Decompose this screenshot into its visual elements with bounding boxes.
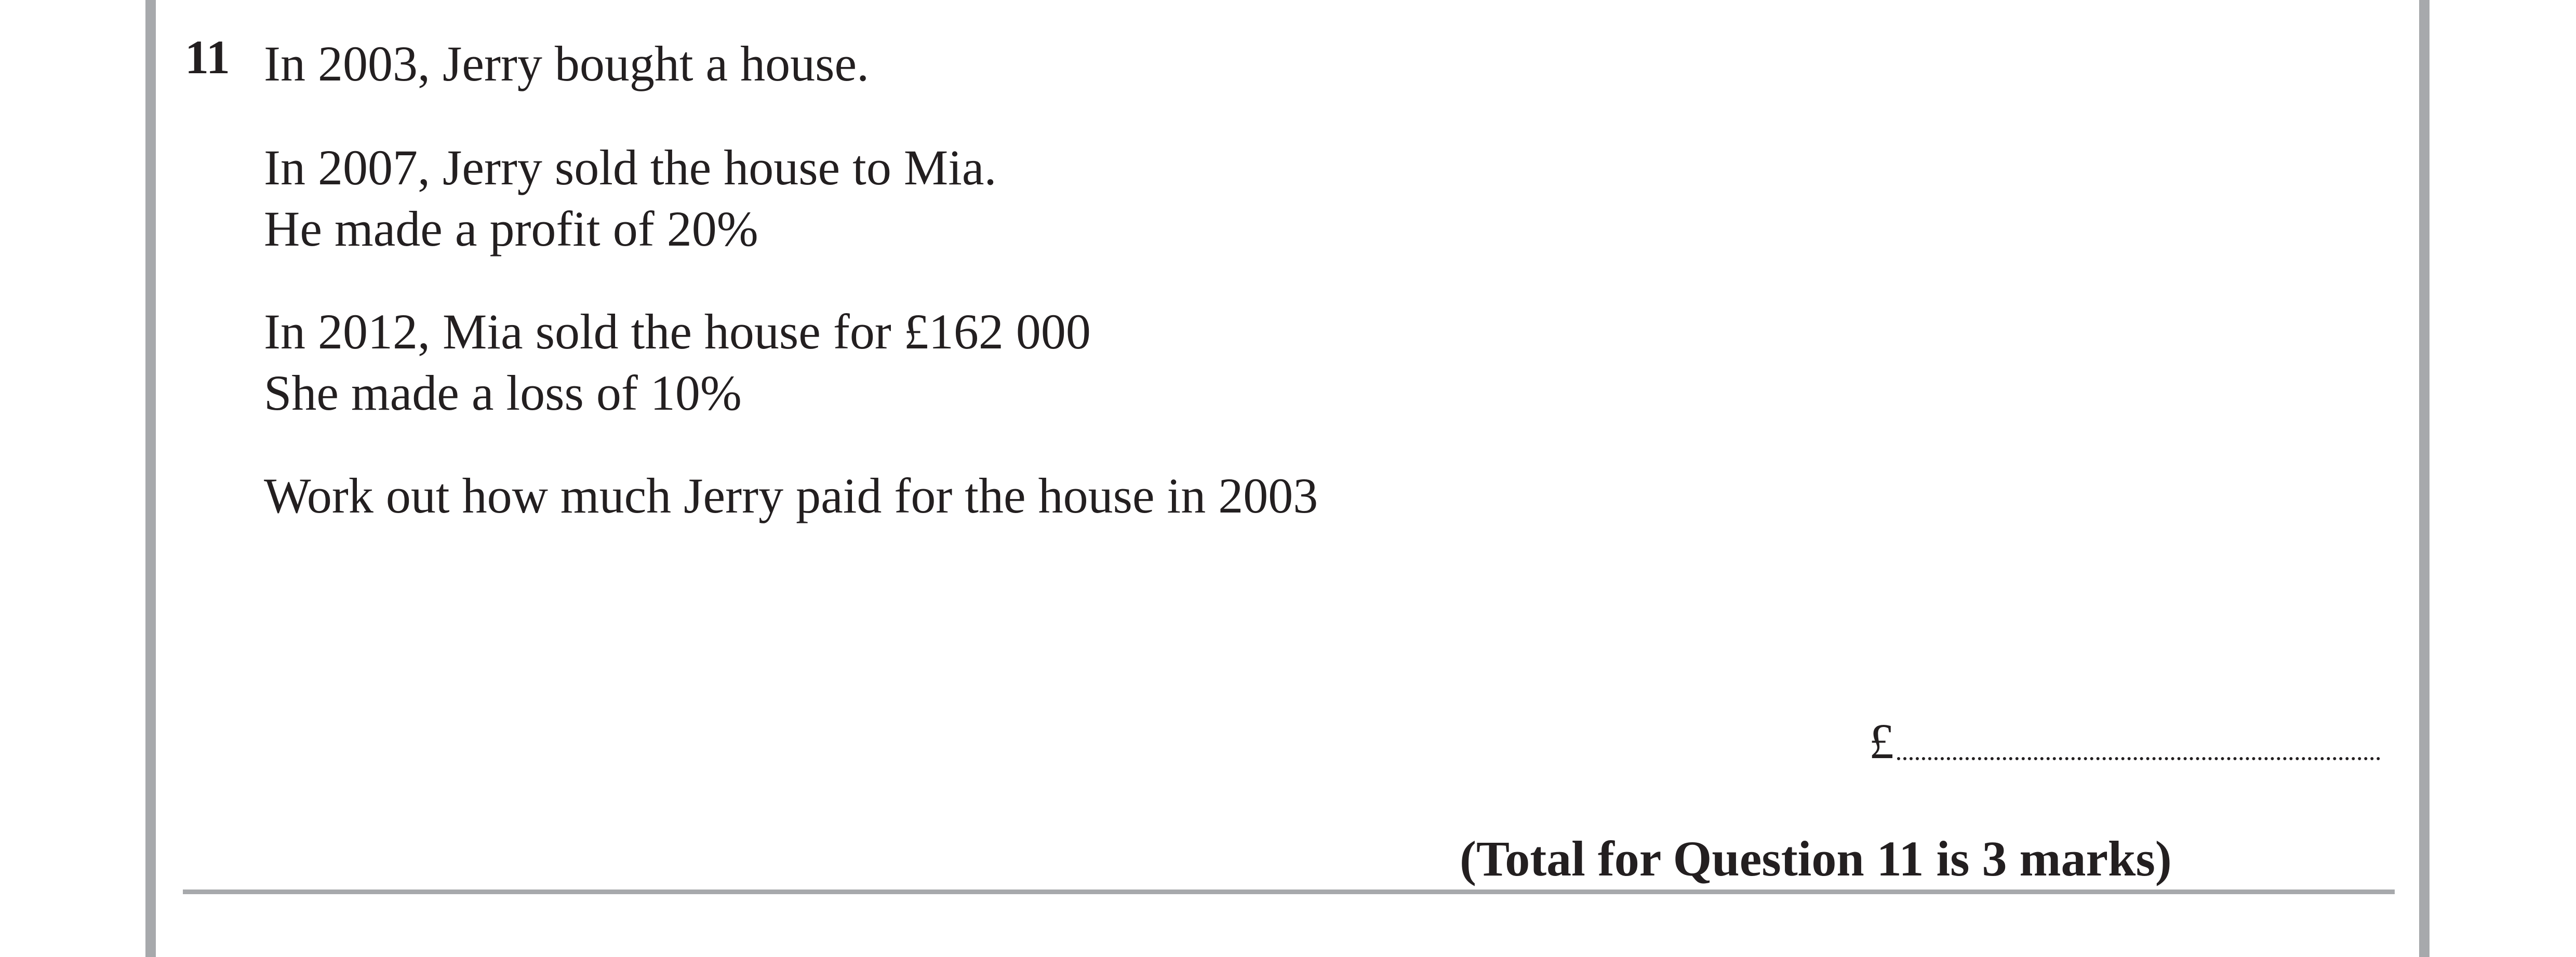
page-border-right bbox=[2419, 0, 2430, 957]
question-line: Work out how much Jerry paid for the house in 2003 bbox=[264, 468, 1318, 523]
question-line: In 2003, Jerry bought a house. bbox=[264, 36, 870, 91]
question-line: He made a profit of 20% bbox=[264, 201, 758, 257]
question-line: She made a loss of 10% bbox=[264, 365, 742, 421]
question-paragraph-1 bbox=[264, 33, 869, 95]
question-paragraph-2 bbox=[264, 137, 996, 260]
answer-line[interactable] bbox=[1869, 713, 2380, 769]
page-border-left bbox=[145, 0, 156, 957]
question-paragraph-3 bbox=[264, 301, 1091, 424]
currency-symbol: £ bbox=[1869, 713, 1894, 769]
question-instruction bbox=[264, 465, 1318, 527]
question-divider bbox=[183, 889, 2395, 894]
question-line: In 2007, Jerry sold the house to Mia. bbox=[264, 140, 997, 195]
question-number: 11 bbox=[185, 31, 230, 84]
question-total-marks: (Total for Question 11 is 3 marks) bbox=[1460, 831, 2172, 886]
question-line: In 2012, Mia sold the house for £162 000 bbox=[264, 304, 1091, 359]
answer-dotted-field[interactable] bbox=[1897, 757, 2380, 760]
